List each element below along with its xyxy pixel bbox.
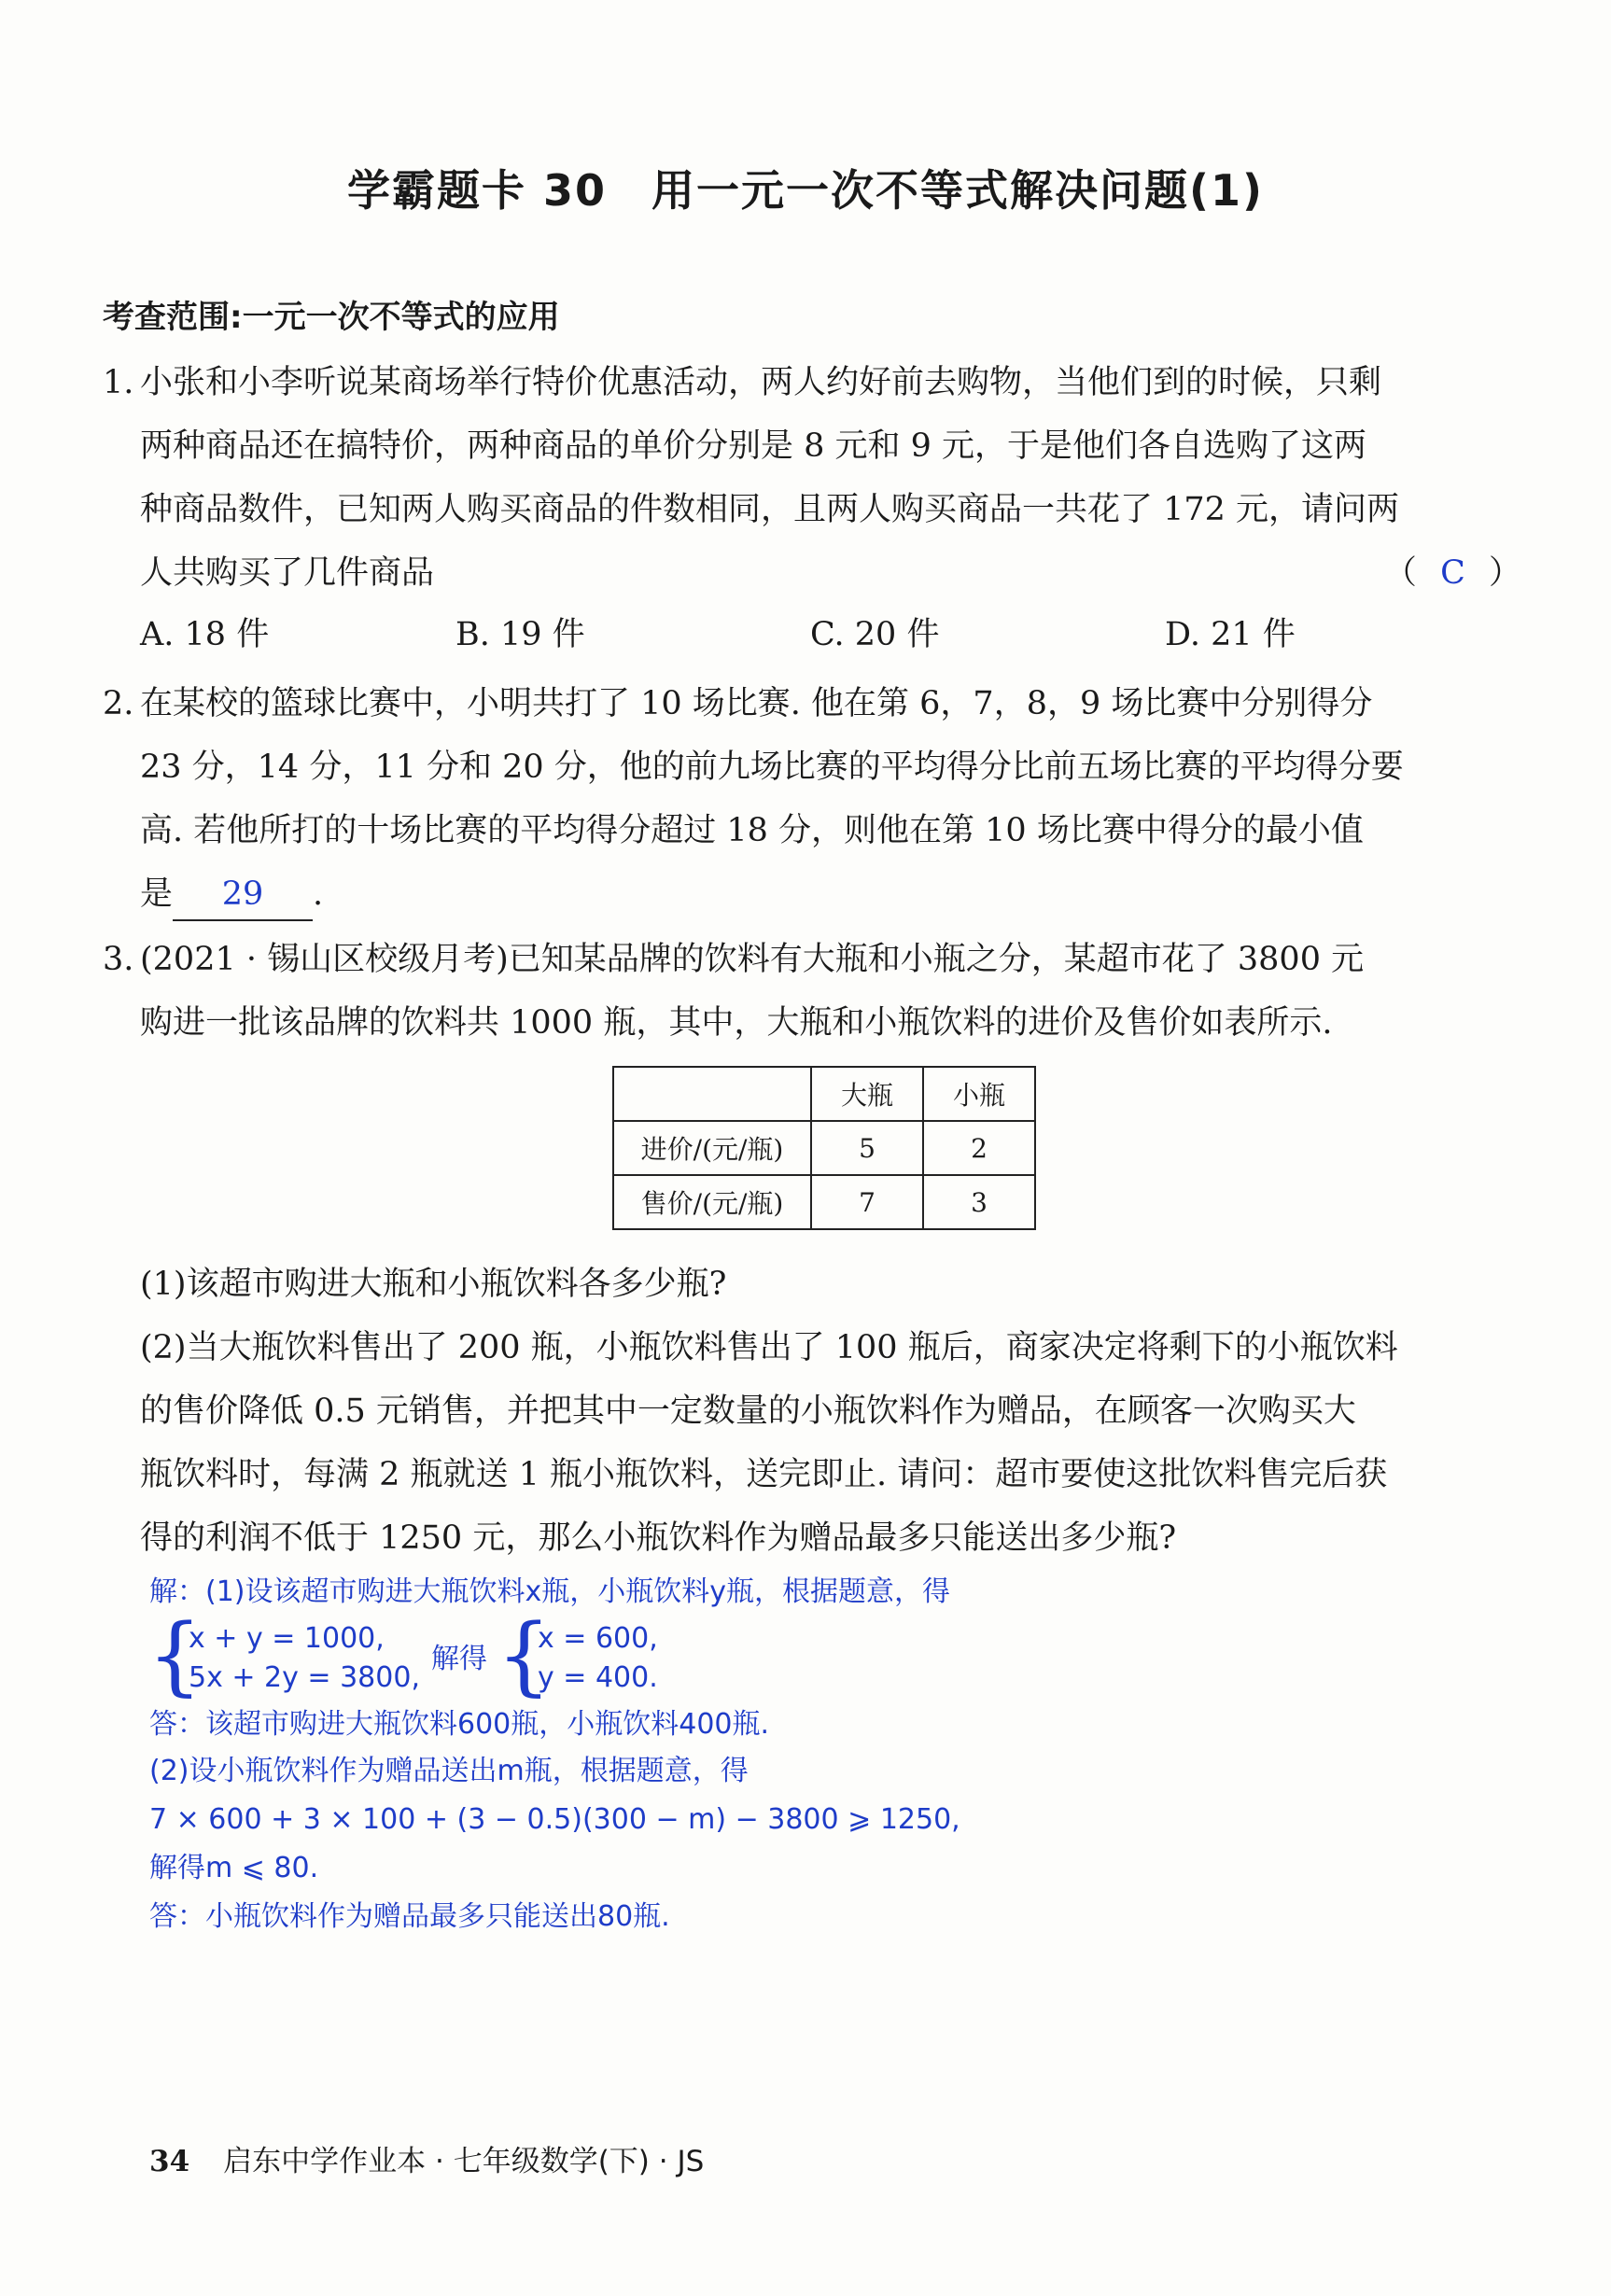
question-1 — [103, 351, 1521, 605]
question-text: . — [313, 875, 324, 913]
question-text-line: 人共购买了几件商品 — [140, 554, 435, 592]
q1-options — [140, 609, 1540, 665]
table-cell: 进价/(元/瓶) — [613, 1121, 811, 1175]
table-cell: 2 — [923, 1121, 1035, 1175]
left-brace: { — [147, 1605, 203, 1705]
option-b: B. 19 件 — [455, 616, 585, 653]
question-text-line: (2)当大瓶饮料售出了 200 瓶，小瓶饮料售出了 100 瓶后，商家决定将剩下的小瓶饮料 — [140, 1329, 1398, 1366]
question-text: 是 — [140, 875, 174, 913]
option-a: A. 18 件 — [140, 616, 270, 653]
price-table — [612, 1066, 1036, 1230]
question-text-line: 两种商品还在搞特价，两种商品的单价分别是 8 元和 9 元，于是他们各自选购了这两 — [140, 427, 1367, 465]
page-title: 学霸题卡 30 用一元一次不等式解决问题(1) — [346, 165, 1265, 216]
question-text-line: 的售价降低 0.5 元销售，并把其中一定数量的小瓶饮料作为赠品，在顾客一次购买大 — [140, 1393, 1356, 1430]
solve-label: 解得 — [431, 1643, 487, 1675]
solution-line: 解：(1)设该超市购进大瓶饮料x瓶，小瓶饮料y瓶，根据题意，得 — [149, 1575, 951, 1608]
question-text-line: 高. 若他所打的十场比赛的平均得分超过 18 分，则他在第 10 场比赛中得分的最小值 — [140, 812, 1364, 849]
q3-part-2 — [140, 1316, 1521, 1570]
table-cell: 售价/(元/瓶) — [613, 1175, 811, 1229]
question-text-line: (2021 · 锡山区校级月考)已知某品牌的饮料有大瓶和小瓶之分，某超市花了 3800 元 — [140, 941, 1365, 978]
question-text-line: 瓶饮料时，每满 2 瓶就送 1 瓶小瓶饮料，送完即止. 请问：超市要使这批饮料售完后获 — [140, 1456, 1388, 1493]
question-2 — [103, 672, 1521, 926]
question-text-line: 购进一批该品牌的饮料共 1000 瓶，其中，大瓶和小瓶饮料的进价及售价如表所示. — [140, 1004, 1333, 1042]
option-d: D. 21 件 — [1165, 616, 1296, 653]
bracket-right: ） — [1488, 554, 1521, 592]
table-cell: 7 — [811, 1175, 923, 1229]
question-text-line: 在某校的篮球比赛中，小明共打了 10 场比赛. 他在第 6，7，8，9 场比赛中分别得分 — [140, 685, 1373, 722]
question-text-line: 种商品数件，已知两人购买商品的件数相同，且两人购买商品一共花了 172 元，请问两 — [140, 491, 1400, 528]
question-number: 3. — [103, 941, 134, 978]
table-header-cell: 小瓶 — [923, 1067, 1035, 1121]
solution-line: 答：小瓶饮料作为赠品最多只能送出80瓶. — [149, 1900, 670, 1933]
solution-line: 答：该超市购进大瓶饮料600瓶，小瓶饮料400瓶. — [149, 1708, 770, 1741]
table-cell: 5 — [811, 1121, 923, 1175]
table-row — [613, 1121, 1035, 1175]
equation: 5x + 2y = 3800, — [189, 1661, 420, 1694]
left-brace: { — [497, 1605, 552, 1705]
solution-line: (2)设小瓶饮料作为赠品送出m瓶，根据题意，得 — [149, 1755, 749, 1787]
question-text-line: 23 分，14 分，11 分和 20 分，他的前九场比赛的平均得分比前五场比赛的平均得分要 — [140, 749, 1404, 786]
solution-line: 解得m ⩽ 80. — [149, 1852, 319, 1884]
question-number: 1. — [103, 364, 134, 401]
question-3 — [103, 928, 1521, 1055]
table-row — [613, 1175, 1035, 1229]
question-number: 2. — [103, 685, 134, 722]
question-text-line: 得的利润不低于 1250 元，那么小瓶饮料作为赠品最多只能送出多少瓶? — [140, 1519, 1177, 1557]
q3-part-1: (1)该超市购进大瓶和小瓶饮料各多少瓶? — [140, 1266, 727, 1303]
q1-answer: C — [1440, 554, 1465, 592]
table-header-row — [613, 1067, 1035, 1121]
page-number: 34 — [149, 2145, 190, 2178]
question-text-line: 小张和小李听说某商场举行特价优惠活动，两人约好前去购物，当他们到的时候，只剩 — [140, 364, 1382, 401]
table-cell — [613, 1067, 811, 1121]
equation: x + y = 1000, — [189, 1622, 385, 1655]
page-footer — [149, 2137, 704, 2179]
q2-answer-blank: 29 — [173, 869, 313, 921]
table-cell: 3 — [923, 1175, 1035, 1229]
equation-result: x = 600, — [538, 1622, 658, 1655]
answer-bracket — [1384, 541, 1521, 605]
option-c: C. 20 件 — [810, 616, 940, 653]
question-text-line — [140, 862, 1521, 926]
table-header-cell: 大瓶 — [811, 1067, 923, 1121]
solution-line: 7 × 600 + 3 × 100 + (3 − 0.5)(300 − m) − 3800 ⩾ 1250, — [149, 1803, 960, 1836]
equation-result: y = 400. — [538, 1661, 658, 1694]
exam-scope: 考查范围:一元一次不等式的应用 — [103, 299, 560, 336]
book-title: 启东中学作业本 · 七年级数学(下) · JS — [223, 2145, 705, 2178]
bracket-left: （ — [1383, 554, 1417, 592]
